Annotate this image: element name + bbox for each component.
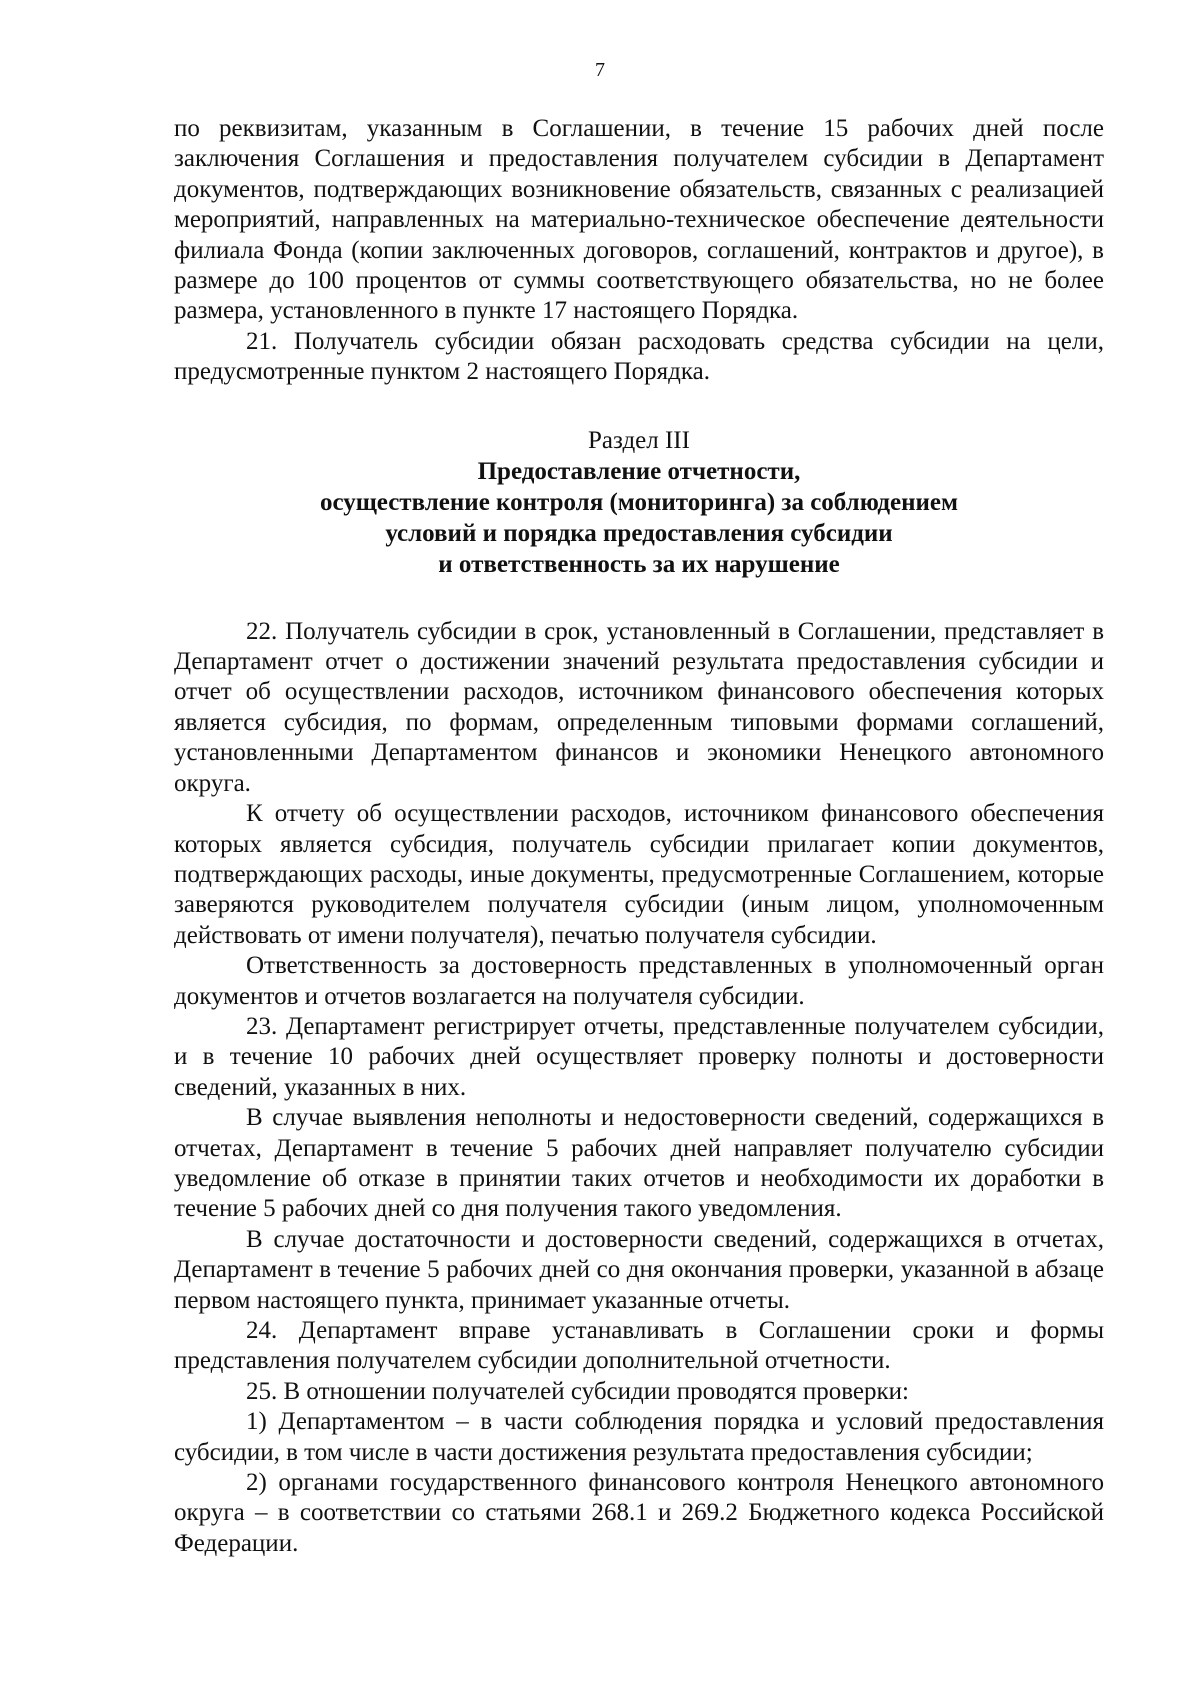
section-gap [174,580,1104,617]
paragraph-report-attachments: К отчету об осуществлении расходов, источником финансового обеспечения которых является субсидия, получатель субсидии прилагает копии документов, подтверждающих расходы, иные документы, предусмотренные Соглашением, которые заверяются руководителем получателя субсидии (иным лицом, уполномоченным действовать от имени получателя), печатью получателя субсидии. [174,800,1104,949]
paragraph-item-22: 22. Получатель субсидии в срок, установленный в Соглашении, представляет в Департамент отчет о достижении значений результата предоставления субсидии и отчет об осуществлении расходов, источником финансового обеспечения которых является субсидия, по формам, определенным типовыми формами соглашений, установленными Департаментом финансов и экономики Ненецкого автономного округа. [174,617,1104,797]
section-label: Раздел III [588,426,690,454]
paragraph-item-25: 25. В отношении получателей субсидии проводятся проверки: [246,1377,909,1405]
paragraph-accept-reports: В случае достаточности и достоверности сведений, содержащихся в отчетах, Департамент в течение 5 рабочих дней со дня окончания проверки, указанной в абзаце первом настоящего пункта, принимает указанные отчеты. [174,1225,1104,1314]
page-number: 7 [595,59,605,81]
list-item-1: 1) Департаментом – в части соблюдения порядка и условий предоставления субсидии, в том числе в части достижения результата предоставления субсидии; [174,1408,1104,1466]
paragraph-item-23: 23. Департамент регистрирует отчеты, представленные получателем субсидии, и в течение 10 рабочих дней осуществляет проверку полноты и достоверности сведений, указанных в них. [174,1012,1104,1101]
document-body [174,114,1104,1559]
section-title: Предоставление отчетности, осуществление контроля (мониторинга) за соблюдением условий и порядка предоставления субсидии и ответственность за их нарушение [319,457,959,578]
paragraph-item-24: 24. Департамент вправе устанавливать в Соглашении сроки и формы представления получателем субсидии дополнительной отчетности. [174,1317,1104,1375]
paragraph-continuation: по реквизитам, указанным в Соглашении, в течение 15 рабочих дней после заключения Соглашения и предоставления получателем субсидии в Департамент документов, подтверждающих возникновение обязательств, связанных с реализацией мероприятий, направленных на материально-техническое обеспечение деятельности филиала Фонда (копии заключенных договоров, соглашений, контрактов и другое), в размере до 100 процентов от суммы соответствующего обязательства, но не более размера, установленного в пункте 17 настоящего Порядка. [174,115,1104,325]
paragraph-item-21: 21. Получатель субсидии обязан расходовать средства субсидии на цели, предусмотренные пунктом 2 настоящего Порядка. [174,327,1104,386]
list-item-2: 2) органами государственного финансового контроля Ненецкого автономного округа – в соответствии со статьями 268.1 и 269.2 Бюджетного кодекса Российской Федерации. [174,1469,1104,1557]
paragraph-responsibility: Ответственность за достоверность представленных в уполномоченный орган документов и отчетов возлагается на получателя субсидии. [174,952,1104,1010]
section-heading [174,425,1104,580]
paragraph-incomplete-reports: В случае выявления неполноты и недостоверности сведений, содержащихся в отчетах, Департамент в течение 5 рабочих дней направляет получателю субсидии уведомление об отказе в принятии таких отчетов и необходимости их доработки в течение 5 рабочих дней со дня получения такого уведомления. [174,1104,1104,1223]
